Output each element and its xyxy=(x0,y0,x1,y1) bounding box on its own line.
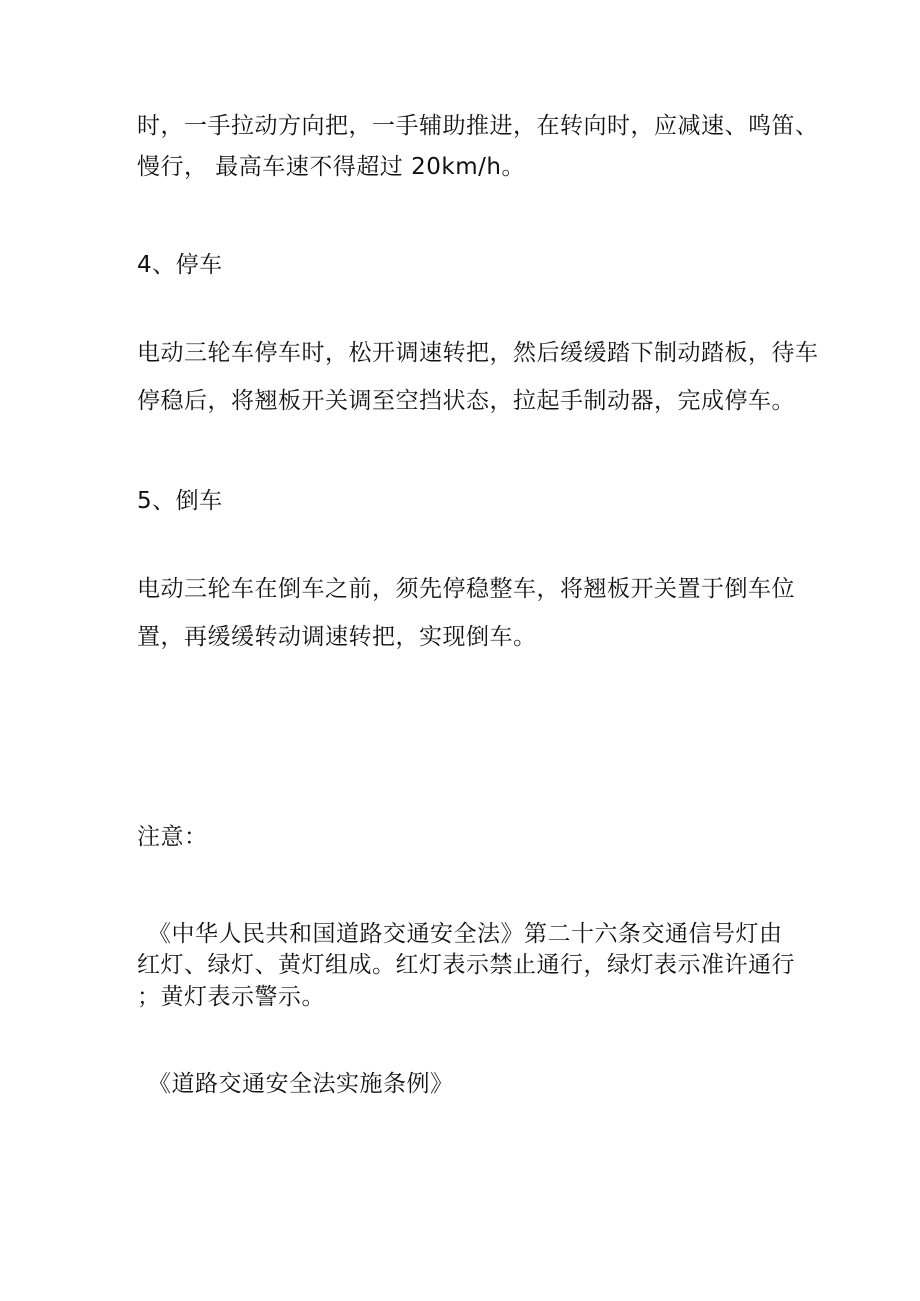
law-article-line-3: ；黄灯表示警示。 xyxy=(137,984,325,1010)
turning-paragraph-line-1: 时，一手拉动方向把，一手辅助推进，在转向时，应减速、鸣笛、 xyxy=(137,113,819,139)
section-5-line-1: 电动三轮车在倒车之前，须先停稳整车，将翘板开关置于倒车位 xyxy=(137,576,795,602)
turning-paragraph-line-2: 慢行， 最高车速不得超过 20km/h。 xyxy=(137,154,525,180)
law-article-line-1: 《中华人民共和国道路交通安全法》第二十六条交通信号灯由 xyxy=(148,921,783,947)
section-4-line-1: 电动三轮车停车时，松开调速转把，然后缓缓踏下制动踏板，待车 xyxy=(137,340,819,366)
section-5-heading: 5、倒车 xyxy=(137,488,223,514)
section-5-line-2: 置，再缓缓转动调速转把，实现倒车。 xyxy=(137,624,537,650)
regulation-title: 《道路交通安全法实施条例》 xyxy=(148,1071,454,1097)
section-4-heading: 4、停车 xyxy=(137,252,223,278)
law-article-line-2: 红灯、绿灯、黄灯组成。红灯表示禁止通行，绿灯表示准许通行 xyxy=(137,952,795,978)
notes-heading: 注意： xyxy=(137,824,208,850)
section-4-line-2: 停稳后，将翘板开关调至空挡状态，拉起手制动器，完成停车。 xyxy=(137,388,795,414)
